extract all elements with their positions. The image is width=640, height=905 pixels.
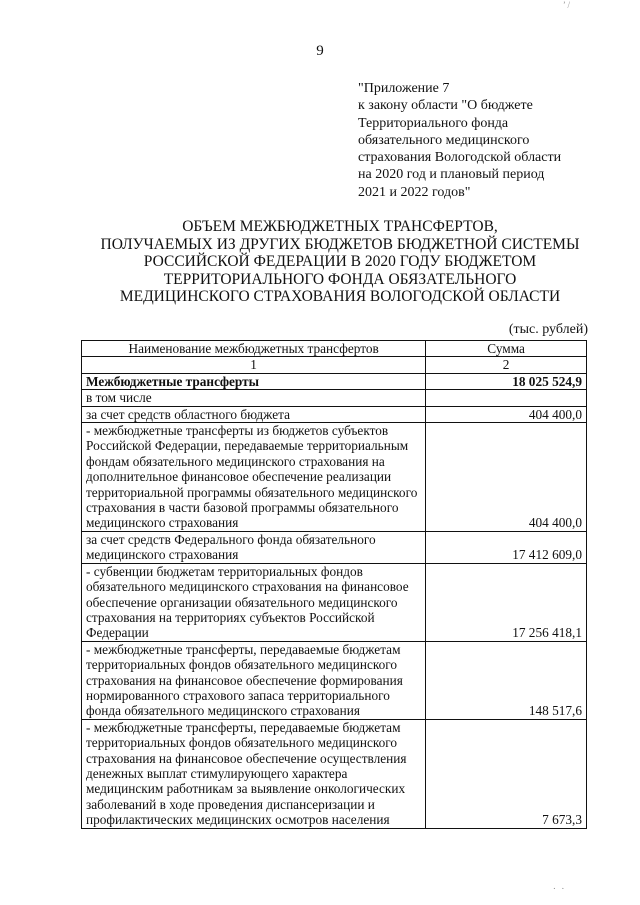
row-amount: 7 673,3 [426, 719, 587, 828]
table-row [82, 641, 587, 719]
row-name: - межбюджетные трансферты, передаваемые бюджетам территориальных фондов обязательного медицинского страхования на финансовое обеспечение формирования нормированного страхового запаса территориального фонда обязательного медицинского страхования [82, 641, 426, 719]
row-amount: 17 256 418,1 [426, 563, 587, 641]
title-line: ОБЪЕМ МЕЖБЮДЖЕТНЫХ ТРАНСФЕРТОВ, [182, 218, 498, 235]
table-row [82, 423, 587, 532]
title-line: ТЕРРИТОРИАЛЬНОГО ФОНДА ОБЯЗАТЕЛЬНОГО [163, 270, 517, 288]
table-row [82, 531, 587, 563]
row-name: в том числе [82, 390, 426, 406]
column-number: 2 [426, 357, 587, 373]
column-number-row [82, 357, 587, 373]
row-amount: 404 400,0 [426, 406, 587, 422]
row-name: - межбюджетные трансферты из бюджетов субъектов Российской Федерации, передаваемые территориальным фондам обязательного медицинского страхования на дополнительное финансовое обеспечение реализации территориальной программы обязательного медицинского страхования в части базовой программы обязательного медицинского страхования [82, 423, 426, 532]
table-row [82, 719, 587, 828]
appendix-line: на 2020 год и плановый период [358, 167, 545, 183]
appendix-line: Территориального фонда [358, 115, 509, 131]
header-row [82, 341, 587, 357]
row-name: Межбюджетные трансферты [82, 373, 426, 389]
table-row [82, 390, 587, 406]
title-line: РОССИЙСКОЙ ФЕДЕРАЦИИ В 2020 ГОДУ БЮДЖЕТОМ [143, 253, 537, 270]
page-number: 9 [316, 43, 324, 59]
row-amount: 17 412 609,0 [426, 531, 587, 563]
row-amount [426, 390, 587, 406]
row-name: - субвенции бюджетам территориальных фондов обязательного медицинского страхования на финансовое обеспечение организации обязательного медицинского страхования на территориях субъектов Российской Федерации [82, 563, 426, 641]
appendix-line: "Приложение 7 [358, 81, 450, 96]
header-amount: Сумма [426, 341, 587, 357]
title-line: МЕДИЦИНСКОГО СТРАХОВАНИЯ ВОЛОГОДСКОЙ ОБЛАСТИ [119, 288, 561, 305]
row-amount: 148 517,6 [426, 641, 587, 719]
title-line: ПОЛУЧАЕМЫХ ИЗ ДРУГИХ БЮДЖЕТОВ БЮДЖЕТНОЙ СИСТЕМЫ [100, 235, 580, 253]
row-name: - межбюджетные трансферты, передаваемые бюджетам территориальных фондов обязательного медицинского страхования на финансовое обеспечение осуществления денежных выплат стимулирующего характера медицинским работникам за выявление онкологических заболеваний в ходе проведения диспансеризации и профилактических медицинских осмотров населения [82, 719, 426, 828]
appendix-line: 2021 и 2022 годов" [358, 184, 471, 200]
appendix-line: обязательного медицинского [358, 132, 530, 148]
row-amount: 404 400,0 [426, 423, 587, 532]
column-number: 1 [82, 357, 426, 373]
row-name: за счет средств областного бюджета [82, 406, 426, 422]
appendix-line: страхования Вологодской области [358, 150, 562, 166]
table-row [82, 563, 587, 641]
table-row [82, 373, 587, 389]
transfers-table [81, 340, 587, 829]
appendix-line: к закону области "О бюджете [358, 98, 533, 114]
units-label: (тыс. рублей) [508, 322, 588, 337]
corner-scan-mark: ’ / [562, 0, 570, 10]
header-name: Наименование межбюджетных трансфертов [82, 341, 426, 357]
row-name: за счет средств Федерального фонда обязательного медицинского страхования [82, 531, 426, 563]
document-title [60, 218, 620, 306]
appendix-reference [358, 80, 561, 201]
row-amount: 18 025 524,9 [426, 373, 587, 389]
footer-scan-mark: . . [553, 881, 566, 891]
table-row [82, 406, 587, 422]
